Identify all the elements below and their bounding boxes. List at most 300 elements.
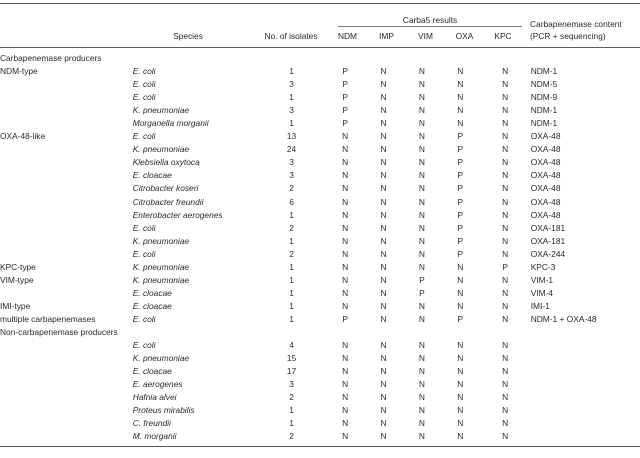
isolates-cell: 1: [289, 418, 294, 429]
ndm-result-cell: N: [342, 353, 349, 364]
vim-result-cell: N: [418, 183, 425, 194]
ndm-result-cell: N: [342, 170, 349, 181]
isolates-cell: [257, 52, 326, 65]
kpc-result-cell: N: [502, 157, 509, 168]
species-cell: E. coli: [132, 248, 156, 259]
content-cell: OXA-48: [530, 209, 561, 220]
vim-result-cell: N: [418, 66, 425, 77]
category-cell: multiple carbapenemases: [0, 313, 96, 324]
isolates-cell: 1: [289, 405, 294, 416]
table-row: [0, 91, 640, 104]
oxa-result-cell: P: [457, 157, 464, 168]
imp-result-cell: N: [380, 183, 387, 194]
content-cell: [531, 391, 640, 404]
kpc-result-cell: N: [502, 196, 509, 207]
content-cell: OXA-244: [530, 248, 566, 259]
imp-result-cell: N: [380, 313, 387, 324]
species-cell: E. coli: [132, 66, 156, 77]
table-row: [0, 209, 640, 222]
vim-result-cell: N: [418, 92, 425, 103]
imp-result-cell: N: [380, 170, 387, 181]
isolates-cell: 15: [286, 353, 297, 364]
oxa-result-cell: P: [457, 209, 464, 220]
category-cell: [0, 196, 133, 209]
vim-result-cell: N: [418, 418, 425, 429]
oxa-result-cell: N: [457, 92, 464, 103]
species-cell: Proteus mirabilis: [132, 405, 195, 416]
category-cell: [0, 143, 133, 156]
ndm-result-cell: [326, 52, 364, 65]
table-row: [0, 404, 640, 417]
imp-result-cell: N: [380, 105, 387, 116]
ndm-result-cell: N: [342, 366, 349, 377]
content-cell: [531, 326, 640, 339]
category-cell: [0, 156, 133, 169]
kpc-result-cell: N: [502, 222, 509, 233]
isolates-cell: 2: [289, 431, 294, 442]
kpc-result-cell: N: [502, 183, 509, 194]
top-rule: [0, 3, 640, 4]
header-oxa: OXA: [455, 31, 474, 41]
category-cell: [0, 182, 133, 195]
vim-result-cell: N: [418, 300, 425, 311]
table-row: [0, 78, 640, 91]
kpc-result-cell: N: [502, 418, 509, 429]
oxa-result-cell: P: [457, 144, 464, 155]
vim-result-cell: N: [418, 248, 425, 259]
species-cell: K. pneumoniae: [132, 261, 190, 272]
ndm-result-cell: N: [342, 261, 349, 272]
oxa-result-cell: [441, 326, 479, 339]
species-cell: Klebsiella oxytoca: [132, 157, 200, 168]
oxa-result-cell: N: [457, 379, 464, 390]
vim-result-cell: N: [418, 131, 425, 142]
imp-result-cell: N: [380, 274, 387, 285]
ndm-result-cell: N: [342, 418, 349, 429]
isolates-cell: 1: [289, 66, 294, 77]
category-cell: [0, 339, 133, 352]
category-cell: [0, 209, 133, 222]
content-cell: [531, 352, 640, 365]
species-cell: Citrobacter koseri: [132, 183, 199, 194]
imp-result-cell: N: [380, 405, 387, 416]
vim-result-cell: N: [418, 379, 425, 390]
isolates-cell: 2: [289, 222, 294, 233]
content-cell: NDM-9: [530, 92, 558, 103]
table-row: [0, 287, 640, 300]
vim-result-cell: N: [418, 431, 425, 442]
kpc-result-cell: N: [502, 170, 509, 181]
isolates-cell: 2: [289, 248, 294, 259]
vim-result-cell: N: [418, 235, 425, 246]
species-cell: M. morganii: [132, 431, 177, 442]
category-cell: KPC-type: [0, 261, 36, 272]
isolates-cell: 3: [289, 379, 294, 390]
table-row: [0, 182, 640, 195]
table-row: [0, 261, 640, 274]
oxa-result-cell: P: [457, 170, 464, 181]
imp-result-cell: N: [380, 66, 387, 77]
vim-result-cell: N: [418, 353, 425, 364]
oxa-result-cell: N: [457, 79, 464, 90]
vim-result-cell: N: [418, 196, 425, 207]
isolates-cell: 3: [289, 79, 294, 90]
isolates-cell: 3: [289, 157, 294, 168]
oxa-result-cell: N: [457, 418, 464, 429]
content-cell: [531, 339, 640, 352]
content-cell: NDM-1 + OXA-48: [530, 313, 597, 324]
isolates-cell: 1: [289, 274, 294, 285]
content-cell: [531, 378, 640, 391]
content-cell: NDM-1: [530, 105, 558, 116]
content-cell: [531, 404, 640, 417]
category-cell: OXA-48-like: [0, 131, 46, 142]
species-cell: K. pneumoniae: [132, 105, 190, 116]
oxa-result-cell: N: [457, 353, 464, 364]
isolates-cell: 4: [289, 340, 294, 351]
isolates-cell: 17: [286, 366, 297, 377]
isolates-cell: 2: [289, 183, 294, 194]
oxa-result-cell: [441, 52, 479, 65]
table-row: [0, 52, 640, 65]
imp-result-cell: N: [380, 144, 387, 155]
kpc-result-cell: [480, 52, 531, 65]
ndm-result-cell: P: [342, 79, 348, 90]
oxa-result-cell: P: [457, 235, 464, 246]
oxa-result-cell: N: [457, 431, 464, 442]
content-cell: NDM-5: [530, 79, 558, 90]
vim-result-cell: N: [418, 313, 425, 324]
ndm-result-cell: P: [342, 92, 348, 103]
vim-result-cell: N: [418, 392, 425, 403]
imp-result-cell: N: [380, 340, 387, 351]
content-cell: [531, 430, 640, 443]
results-grid: [0, 52, 640, 443]
header-content-line2: (PCR + sequencing): [530, 31, 606, 41]
vim-result-cell: N: [418, 157, 425, 168]
ndm-result-cell: N: [342, 144, 349, 155]
imp-result-cell: N: [380, 261, 387, 272]
species-cell: K. pneumoniae: [132, 144, 190, 155]
species-cell: E. coli: [132, 340, 156, 351]
oxa-result-cell: P: [457, 248, 464, 259]
vim-result-cell: [403, 52, 441, 65]
content-cell: IMI-1: [530, 300, 550, 311]
ndm-result-cell: [326, 326, 364, 339]
species-cell: [133, 326, 257, 339]
oxa-result-cell: N: [457, 261, 464, 272]
species-cell: K. pneumoniae: [132, 353, 190, 364]
vim-result-cell: N: [418, 405, 425, 416]
carba5-group-label: Carba5 results: [402, 15, 458, 25]
category-cell: [0, 417, 133, 430]
category-cell: [0, 91, 133, 104]
content-cell: OXA-48: [530, 157, 561, 168]
category-cell: [0, 78, 133, 91]
species-cell: K. pneumoniae: [132, 274, 190, 285]
species-cell: Enterobacter aerogenes: [132, 209, 223, 220]
oxa-result-cell: N: [457, 392, 464, 403]
vim-result-cell: N: [418, 340, 425, 351]
species-cell: E. cloacae: [132, 287, 172, 298]
oxa-result-cell: N: [457, 274, 464, 285]
oxa-result-cell: N: [457, 105, 464, 116]
content-cell: VIM-4: [530, 287, 554, 298]
isolates-cell: 1: [289, 287, 294, 298]
table-row: [0, 143, 640, 156]
category-cell: [0, 117, 133, 130]
table-row: [0, 300, 640, 313]
ndm-result-cell: N: [342, 131, 349, 142]
oxa-result-cell: P: [457, 183, 464, 194]
oxa-result-cell: N: [457, 287, 464, 298]
kpc-result-cell: N: [502, 405, 509, 416]
isolates-cell: 1: [289, 235, 294, 246]
kpc-result-cell: N: [502, 340, 509, 351]
header-ndm: NDM: [337, 31, 358, 41]
imp-result-cell: N: [380, 248, 387, 259]
isolates-cell: 3: [289, 105, 294, 116]
content-cell: OXA-181: [530, 235, 566, 246]
species-cell: E. coli: [132, 79, 156, 90]
oxa-result-cell: N: [457, 366, 464, 377]
species-cell: [133, 52, 257, 65]
oxa-result-cell: N: [457, 340, 464, 351]
isolates-cell: 3: [289, 170, 294, 181]
content-cell: KPC-3: [530, 261, 556, 272]
species-cell: E. cloacae: [132, 366, 172, 377]
content-cell: OXA-48: [530, 131, 561, 142]
isolates-cell: 1: [289, 300, 294, 311]
content-cell: NDM-1: [530, 118, 558, 129]
vim-result-cell: N: [418, 222, 425, 233]
header-content-line1: Carbapenemase content: [530, 19, 622, 29]
category-cell: Carbapenemase producers: [0, 53, 102, 63]
ndm-result-cell: N: [342, 379, 349, 390]
kpc-result-cell: P: [502, 261, 508, 272]
table-row: [0, 365, 640, 378]
table-row: [0, 156, 640, 169]
bottom-rule: [0, 446, 640, 447]
isolates-cell: 13: [286, 131, 297, 142]
kpc-result-cell: N: [502, 313, 509, 324]
oxa-result-cell: P: [457, 196, 464, 207]
oxa-result-cell: N: [457, 118, 464, 129]
imp-result-cell: N: [380, 235, 387, 246]
kpc-result-cell: N: [502, 144, 509, 155]
species-cell: Hafnia alvei: [132, 392, 177, 403]
category-cell: [0, 169, 133, 182]
ndm-result-cell: P: [342, 105, 348, 116]
vim-result-cell: N: [418, 366, 425, 377]
ndm-result-cell: N: [342, 405, 349, 416]
kpc-result-cell: N: [502, 131, 509, 142]
ndm-result-cell: N: [342, 392, 349, 403]
ndm-result-cell: N: [342, 196, 349, 207]
isolates-cell: 1: [289, 313, 294, 324]
ndm-result-cell: N: [342, 300, 349, 311]
ndm-result-cell: P: [342, 313, 348, 324]
content-cell: NDM-1: [530, 66, 558, 77]
table-row: [0, 130, 640, 143]
category-cell: [0, 365, 133, 378]
species-cell: Morganella morganii: [132, 118, 209, 129]
table-body: [0, 52, 640, 443]
content-cell: OXA-48: [530, 183, 561, 194]
imp-result-cell: N: [380, 300, 387, 311]
vim-result-cell: N: [418, 105, 425, 116]
category-cell: [0, 222, 133, 235]
ndm-result-cell: P: [342, 66, 348, 77]
isolates-cell: [257, 326, 326, 339]
header-species: Species: [173, 31, 203, 41]
kpc-result-cell: N: [502, 209, 509, 220]
kpc-result-cell: N: [502, 431, 509, 442]
ndm-result-cell: N: [342, 340, 349, 351]
vim-result-cell: [403, 326, 441, 339]
imp-result-cell: N: [380, 196, 387, 207]
kpc-result-cell: N: [502, 379, 509, 390]
ndm-result-cell: N: [342, 248, 349, 259]
imp-result-cell: N: [380, 92, 387, 103]
category-cell: Non-carbapenemase producers: [0, 326, 118, 337]
imp-result-cell: N: [380, 431, 387, 442]
kpc-result-cell: N: [502, 92, 509, 103]
imp-result-cell: N: [380, 131, 387, 142]
oxa-result-cell: P: [457, 222, 464, 233]
content-cell: [531, 52, 640, 65]
imp-result-cell: N: [380, 222, 387, 233]
content-cell: VIM-1: [530, 274, 554, 285]
table-row: [0, 417, 640, 430]
ndm-result-cell: N: [342, 235, 349, 246]
category-cell: [0, 430, 133, 443]
imp-result-cell: N: [380, 392, 387, 403]
kpc-result-cell: [480, 326, 531, 339]
oxa-result-cell: N: [457, 405, 464, 416]
content-cell: OXA-181: [530, 222, 566, 233]
table-row: [0, 339, 640, 352]
imp-result-cell: N: [380, 418, 387, 429]
oxa-result-cell: P: [457, 131, 464, 142]
table-row: [0, 326, 640, 339]
kpc-result-cell: N: [502, 66, 509, 77]
table-row: [0, 430, 640, 443]
kpc-result-cell: N: [502, 366, 509, 377]
isolates-cell: 24: [286, 144, 297, 155]
table-row: [0, 235, 640, 248]
imp-result-cell: N: [380, 118, 387, 129]
table-row: [0, 117, 640, 130]
species-cell: E. coli: [132, 92, 156, 103]
imp-result-cell: N: [380, 379, 387, 390]
species-cell: C. freundii: [132, 418, 171, 429]
imp-result-cell: N: [380, 79, 387, 90]
imp-result-cell: N: [380, 287, 387, 298]
vim-result-cell: N: [418, 79, 425, 90]
isolates-cell: 1: [289, 209, 294, 220]
content-cell: [531, 417, 640, 430]
kpc-result-cell: N: [502, 118, 509, 129]
table-row: [0, 313, 640, 326]
isolates-cell: 6: [289, 196, 294, 207]
species-cell: Citrobacter freundii: [132, 196, 204, 207]
species-cell: E. aerogenes: [132, 379, 183, 390]
vim-result-cell: N: [418, 261, 425, 272]
kpc-result-cell: N: [502, 287, 509, 298]
ndm-result-cell: N: [342, 183, 349, 194]
carba5-group-rule: [338, 26, 522, 27]
ndm-result-cell: N: [342, 157, 349, 168]
isolates-cell: 1: [289, 261, 294, 272]
table-row: [0, 378, 640, 391]
isolates-cell: 1: [289, 92, 294, 103]
table-row: [0, 169, 640, 182]
oxa-result-cell: N: [457, 300, 464, 311]
kpc-result-cell: N: [502, 248, 509, 259]
oxa-result-cell: P: [457, 313, 464, 324]
kpc-result-cell: N: [502, 300, 509, 311]
category-cell: VIM-type: [0, 274, 34, 285]
isolates-cell: 2: [289, 392, 294, 403]
species-cell: K. pneumoniae: [132, 235, 190, 246]
content-cell: OXA-48: [530, 196, 561, 207]
table-row: [0, 65, 640, 78]
header-rule: [0, 47, 640, 48]
category-cell: [0, 404, 133, 417]
category-cell: [0, 352, 133, 365]
category-cell: [0, 391, 133, 404]
ndm-result-cell: P: [342, 118, 348, 129]
imp-result-cell: [364, 52, 402, 65]
table-row: [0, 274, 640, 287]
category-cell: [0, 235, 133, 248]
oxa-result-cell: N: [457, 66, 464, 77]
header-isolates: No. of isolates: [264, 31, 318, 41]
table-row: [0, 391, 640, 404]
category-cell: [0, 104, 133, 117]
isolates-cell: 1: [289, 118, 294, 129]
ndm-result-cell: N: [342, 222, 349, 233]
category-cell: [0, 378, 133, 391]
table-row: [0, 104, 640, 117]
vim-result-cell: N: [418, 209, 425, 220]
content-cell: [531, 365, 640, 378]
category-cell: [0, 287, 133, 300]
species-cell: E. coli: [132, 222, 156, 233]
content-cell: OXA-48: [530, 144, 561, 155]
ndm-result-cell: N: [342, 209, 349, 220]
category-cell: NDM-type: [0, 66, 38, 77]
vim-result-cell: P: [419, 287, 425, 298]
table-row: [0, 222, 640, 235]
header-kpc: KPC: [494, 31, 512, 41]
table-row: [0, 352, 640, 365]
vim-result-cell: N: [418, 118, 425, 129]
kpc-result-cell: N: [502, 105, 509, 116]
imp-result-cell: [364, 326, 402, 339]
content-cell: OXA-48: [530, 170, 561, 181]
kpc-result-cell: N: [502, 235, 509, 246]
table-row: [0, 248, 640, 261]
species-cell: E. cloacae: [132, 170, 172, 181]
table-row: [0, 196, 640, 209]
vim-result-cell: N: [418, 144, 425, 155]
imp-result-cell: N: [380, 209, 387, 220]
header-imp: IMP: [379, 31, 394, 41]
kpc-result-cell: N: [502, 353, 509, 364]
vim-result-cell: N: [418, 170, 425, 181]
